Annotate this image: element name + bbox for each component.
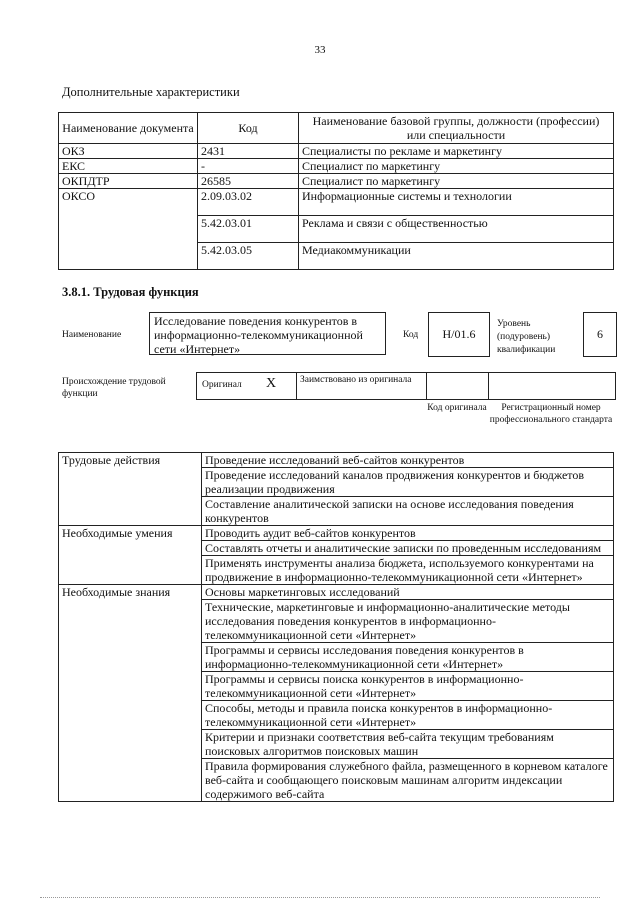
table-row xyxy=(59,453,614,468)
item-cell: Проведение исследований каналов продвижения конкурентов и бюджетов реализации продвижения xyxy=(202,468,614,497)
section-heading-additional: Дополнительные характеристики xyxy=(62,85,240,99)
table-row xyxy=(59,144,614,159)
level-label: Уровень (подуровень) квалификации xyxy=(497,319,556,355)
category-cell: Трудовые действия xyxy=(59,453,202,526)
table-header-row xyxy=(59,113,614,144)
table-row xyxy=(59,526,614,541)
item-cell: Правила формирования служебного файла, размещенного в корневом каталоге веб-сайта и сообщающего поисковым машинам алгоритм индексации содержимого веб-сайта xyxy=(202,759,614,802)
page-number: 33 xyxy=(314,44,326,56)
cell-name: Специалист по маркетингу xyxy=(299,174,614,189)
item-cell: Способы, методы и правила поиска конкурентов в информационно-телекоммуникационной сети «Интернет» xyxy=(202,701,614,730)
item-cell: Применять инструменты анализа бюджета, используемого конкурентами на продвижение в информационно-телекоммуникационной сети «Интернет» xyxy=(202,556,614,585)
level-value-box: 6 xyxy=(583,312,617,357)
item-cell: Программы и сервисы исследования поведения конкурентов в информационно-телекоммуникационной сети «Интернет» xyxy=(202,643,614,672)
cell-name: Специалист по маркетингу xyxy=(299,159,614,174)
function-details-table xyxy=(58,452,614,802)
header-code: Код xyxy=(198,113,299,144)
item-cell: Составлять отчеты и аналитические записки по проведенным исследованиям xyxy=(202,541,614,556)
origin-divider xyxy=(488,372,489,399)
cell-name: Медиакоммуникации xyxy=(299,243,614,270)
reg-number-label: Регистрационный номер профессионального стандарта xyxy=(489,403,613,425)
cell-doc: ОКЗ xyxy=(59,144,198,159)
origin-divider xyxy=(296,372,297,399)
table-row xyxy=(59,585,614,600)
item-cell: Проводить аудит веб-сайтов конкурентов xyxy=(202,526,614,541)
name-label: Наименование xyxy=(62,330,122,340)
code-original-label: Код оригинала xyxy=(427,403,487,413)
cell-code: - xyxy=(198,159,299,174)
table-row xyxy=(59,159,614,174)
code-label: Код xyxy=(403,330,419,340)
item-cell: Критерии и признаки соответствия веб-сайта текущим требованиям поисковых алгоритмов поисковых машин xyxy=(202,730,614,759)
item-cell: Проведение исследований веб-сайтов конкурентов xyxy=(202,453,614,468)
table-row xyxy=(59,174,614,189)
table-row xyxy=(59,189,614,216)
cell-code: 5.42.03.05 xyxy=(198,243,299,270)
original-mark: X xyxy=(266,376,277,391)
function-code-box: H/01.6 xyxy=(428,312,490,357)
page-bottom-rule xyxy=(40,897,600,898)
category-cell: Необходимые знания xyxy=(59,585,202,802)
item-cell: Составление аналитической записки на основе исследования поведения конкурентов xyxy=(202,497,614,526)
cell-name: Информационные системы и технологии xyxy=(299,189,614,216)
cell-code: 2431 xyxy=(198,144,299,159)
cell-code: 26585 xyxy=(198,174,299,189)
cell-doc: ОКПДТР xyxy=(59,174,198,189)
function-name-box: Исследование поведения конкурентов в информационно-телекоммуникационной сети «Интернет» xyxy=(149,312,386,355)
additional-characteristics-table xyxy=(58,112,614,270)
cell-doc: ЕКС xyxy=(59,159,198,174)
borrowed-label: Заимствовано из оригинала xyxy=(300,375,412,385)
origin-label: Происхождение трудовой функции xyxy=(62,377,166,399)
origin-divider xyxy=(426,372,427,399)
cell-code: 2.09.03.02 xyxy=(198,189,299,216)
category-cell: Необходимые умения xyxy=(59,526,202,585)
cell-name: Специалисты по рекламе и маркетингу xyxy=(299,144,614,159)
header-document: Наименование документа xyxy=(59,113,198,144)
header-name: Наименование базовой группы, должности (профессии) или специальности xyxy=(299,113,614,144)
cell-code: 5.42.03.01 xyxy=(198,216,299,243)
section-heading-function: 3.8.1. Трудовая функция xyxy=(62,285,199,299)
cell-doc: ОКСО xyxy=(59,189,198,270)
original-label: Оригинал xyxy=(202,380,242,390)
item-cell: Технические, маркетинговые и информационно-аналитические методы исследования поведения конкурентов в информационно-телекоммуникационной сети «Интернет» xyxy=(202,600,614,643)
item-cell: Основы маркетинговых исследований xyxy=(202,585,614,600)
cell-name: Реклама и связи с общественностью xyxy=(299,216,614,243)
item-cell: Программы и сервисы поиска конкурентов в информационно-телекоммуникационной сети «Интернет» xyxy=(202,672,614,701)
